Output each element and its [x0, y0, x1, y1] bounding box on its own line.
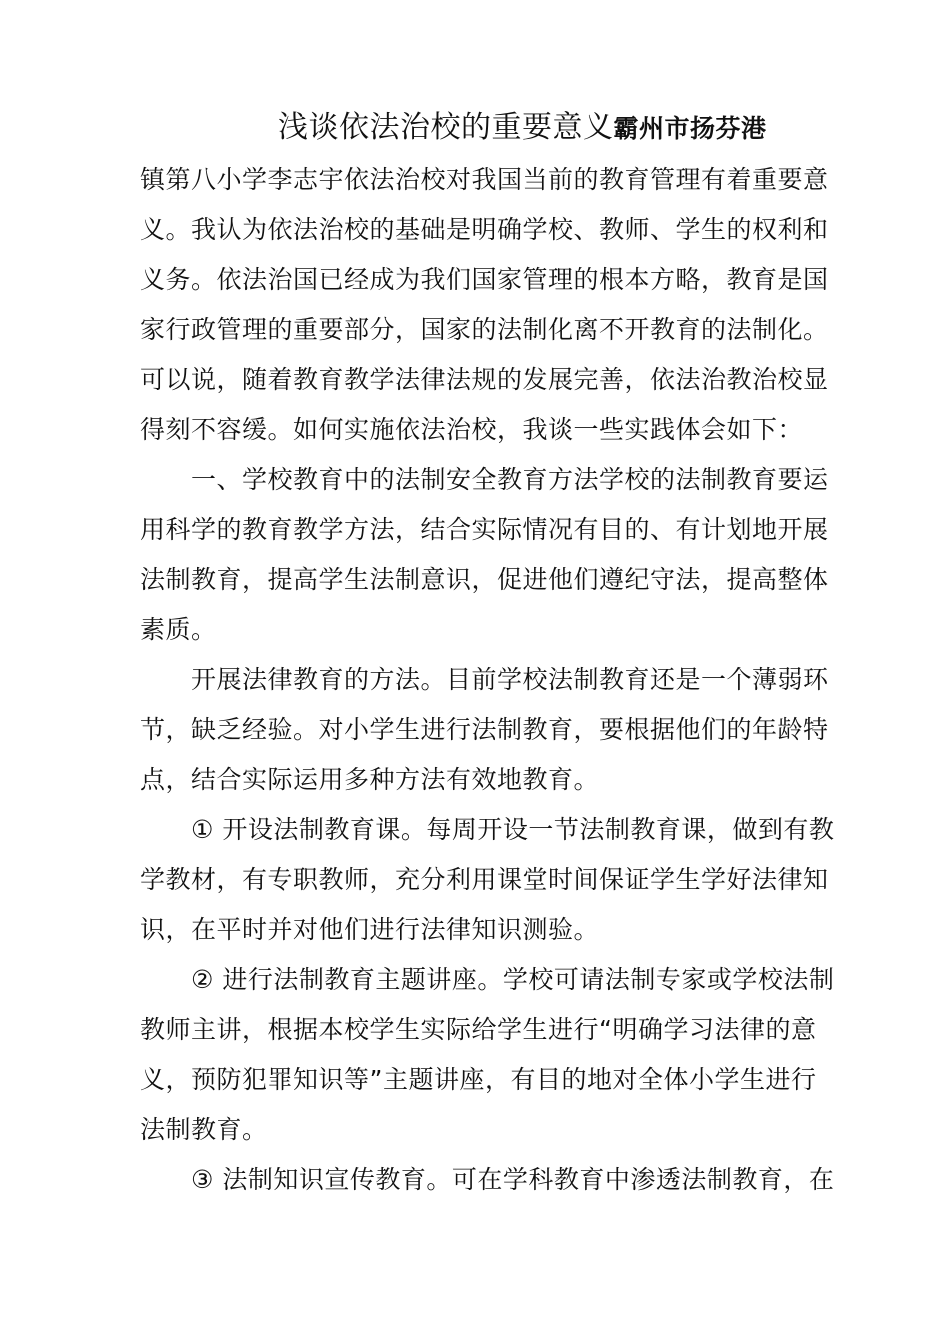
paragraph-line: 家行政管理的重要部分，国家的法制化离不开教育的法制化。: [140, 315, 829, 344]
paragraph-line: 学教材，有专职教师，充分利用课堂时间保证学生学好法律知: [140, 865, 829, 894]
paragraph-line: 素质。: [140, 615, 217, 644]
paragraph-line: 开展法律教育的方法。目前学校法制教育还是一个薄弱环: [191, 665, 829, 694]
list-item-line: ③ 法制知识宣传教育。可在学科教育中渗透法制教育，在: [191, 1165, 835, 1194]
paragraph-line: 识，在平时并对他们进行法律知识测验。: [140, 915, 600, 944]
list-item-line: ① 开设法制教育课。每周开设一节法制教育课，做到有教: [191, 815, 835, 844]
paragraph-line: 教师主讲，根据本校学生实际给学生进行“明确学习法律的意: [140, 1015, 817, 1044]
paragraph-line: 可以说，随着教育教学法律法规的发展完善，依法治教治校显: [140, 365, 829, 394]
paragraph-line: 点，结合实际运用多种方法有效地教育。: [140, 765, 600, 794]
document-title: [278, 108, 838, 149]
paragraph-line: 法制教育，提高学生法制意识，促进他们遵纪守法，提高整体: [140, 565, 829, 594]
paragraph-line: 义务。依法治国已经成为我们国家管理的根本方略，教育是国: [140, 265, 829, 294]
paragraph-line: 义，预防犯罪知识等”主题讲座，有目的地对全体小学生进行: [140, 1065, 817, 1094]
title-main: 浅谈依法治校的重要意义: [278, 110, 614, 145]
list-item-line: ② 进行法制教育主题讲座。学校可请法制专家或学校法制: [191, 965, 835, 994]
paragraph-line: 镇第八小学李志宇依法治校对我国当前的教育管理有着重要意: [140, 165, 829, 194]
section-heading-line: 一、学校教育中的法制安全教育方法学校的法制教育要运: [191, 465, 829, 494]
paragraph-line: 义。我认为依法治校的基础是明确学校、教师、学生的权利和: [140, 215, 829, 244]
paragraph-line: 法制教育。: [140, 1115, 268, 1144]
paragraph-line: 得刻不容缓。如何实施依法治校，我谈一些实践体会如下：: [140, 415, 804, 444]
paragraph-line: 节，缺乏经验。对小学生进行法制教育，要根据他们的年龄特: [140, 715, 829, 744]
title-author-location: 霸州市扬芬港: [613, 114, 767, 143]
paragraph-line: 用科学的教育教学方法，结合实际情况有目的、有计划地开展: [140, 515, 829, 544]
